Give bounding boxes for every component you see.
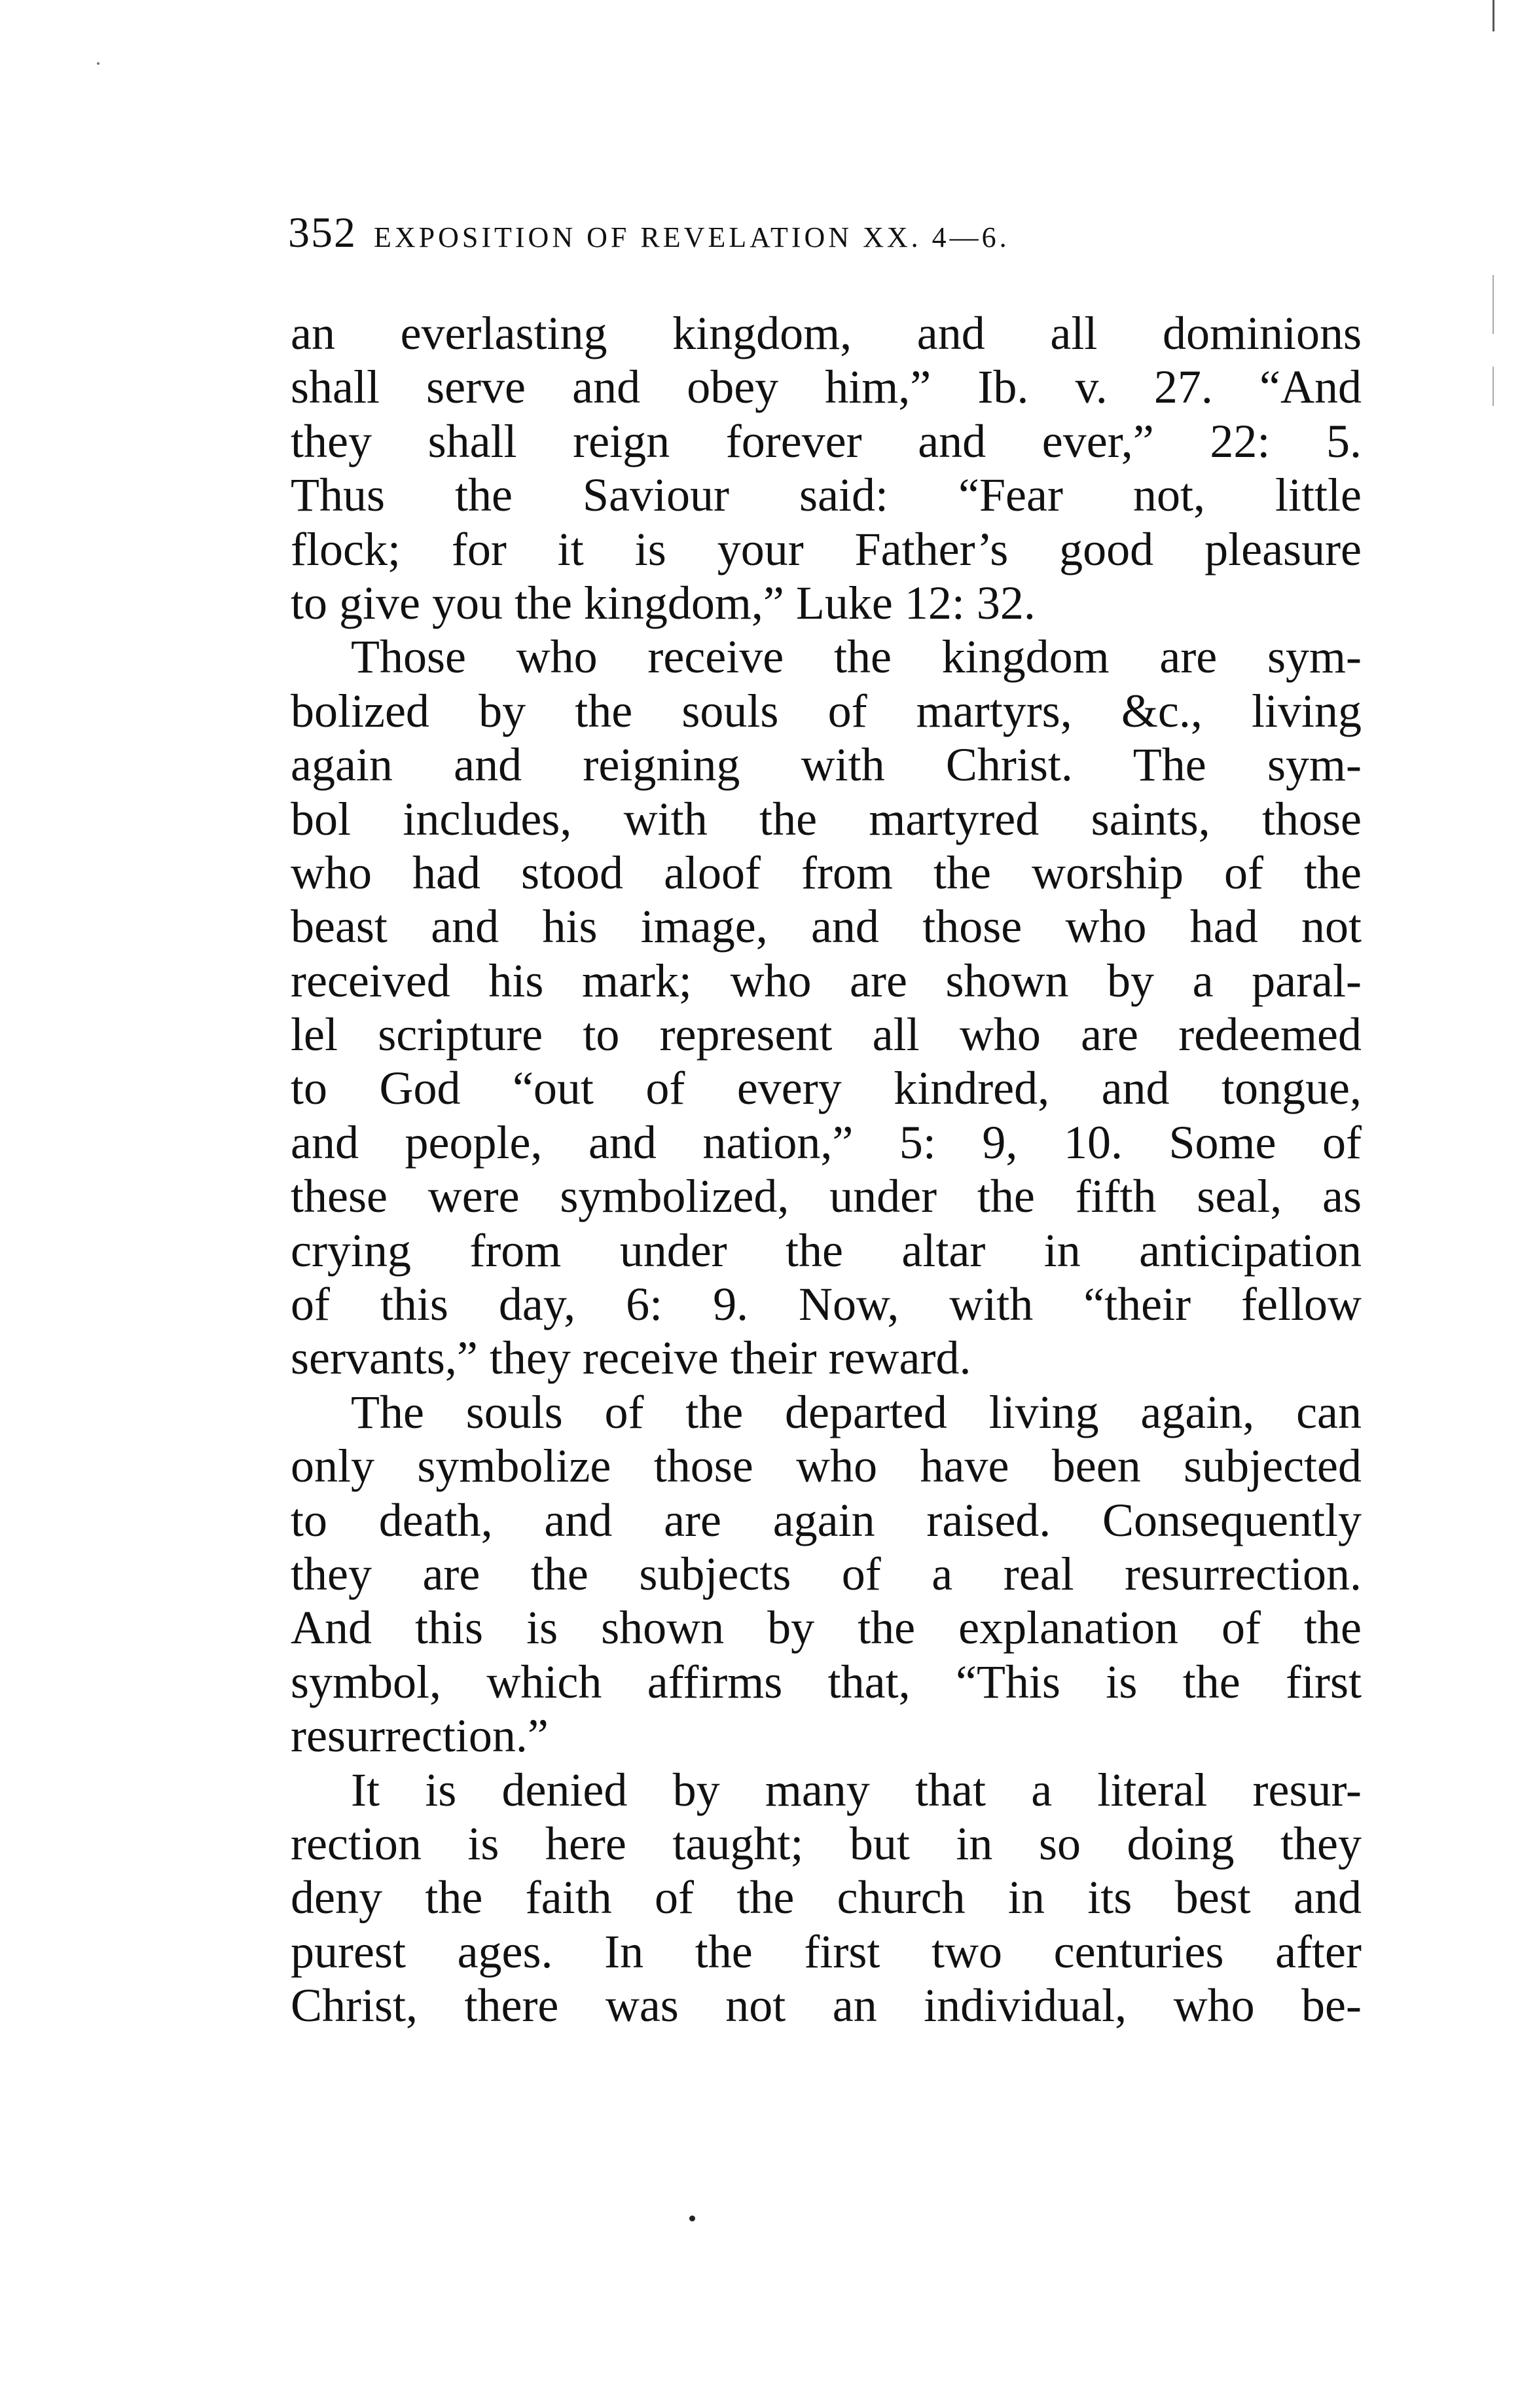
text-line: bol includes, with the martyred saints, those <box>291 792 1362 845</box>
text-line: these were symbolized, under the fifth seal, as <box>291 1170 1362 1223</box>
text-line: they are the subjects of a real resurrection. <box>291 1547 1362 1600</box>
text-line: servants,” they receive their reward. <box>291 1332 971 1385</box>
body-text <box>291 306 1362 2033</box>
text-line: of this day, 6: 9. Now, with “their fellow <box>291 1278 1362 1331</box>
text-line: flock; for it is your Father’s good pleasure <box>291 522 1362 575</box>
text-line: who had stood aloof from the worship of the <box>291 846 1362 899</box>
scan-edge-mark <box>1493 275 1494 334</box>
text-line: Those who receive the kingdom are sym- <box>351 630 1362 684</box>
text-line: only symbolize those who have been subjected <box>291 1440 1362 1493</box>
text-line: lel scripture to represent all who are redeemed <box>291 1008 1362 1061</box>
text-line: to God “out of every kindred, and tongue, <box>291 1062 1362 1115</box>
text-line: Thus the Saviour said: “Fear not, little <box>291 469 1362 522</box>
text-line: rection is here taught; but in so doing they <box>291 1817 1362 1870</box>
page-header <box>288 208 1244 267</box>
running-title: EXPOSITION OF REVELATION XX. 4—6. <box>374 221 1010 253</box>
text-line: to give you the kingdom,” Luke 12: 32. <box>291 576 1036 629</box>
scan-edge-mark <box>1493 0 1494 31</box>
text-line: beast and his image, and those who had not <box>291 900 1362 953</box>
text-line: an everlasting kingdom, and all dominions <box>291 307 1362 359</box>
text-line: deny the faith of the church in its best and <box>291 1871 1362 1924</box>
text-line: they shall reign forever and ever,” 22: 5. <box>291 414 1362 467</box>
text-line: Christ, there was not an individual, who be- <box>291 1979 1362 2032</box>
text-line: And this is shown by the explanation of the <box>291 1601 1362 1654</box>
text-line: It is denied by many that a literal resur- <box>351 1763 1362 1816</box>
text-line: received his mark; who are shown by a paral- <box>291 954 1362 1007</box>
text-line: bolized by the souls of martyrs, &c., living <box>291 684 1362 737</box>
printing-speck-mark <box>689 2216 695 2221</box>
text-line: shall serve and obey him,” Ib. v. 27. “And <box>291 361 1362 414</box>
text-line: The souls of the departed living again, can <box>351 1385 1362 1438</box>
text-line: symbol, which affirms that, “This is the first <box>291 1655 1362 1708</box>
text-line: again and reigning with Christ. The sym- <box>291 739 1362 792</box>
scan-edge-mark <box>1493 367 1494 406</box>
text-line: purest ages. In the first two centuries after <box>291 1925 1362 1978</box>
text-line: crying from under the altar in anticipation <box>291 1224 1362 1277</box>
text-line: resurrection.” <box>291 1709 549 1762</box>
text-line: and people, and nation,” 5: 9, 10. Some of <box>291 1116 1362 1169</box>
printing-speck-mark <box>97 62 100 65</box>
text-line: to death, and are again raised. Consequently <box>291 1493 1362 1546</box>
page-number: 352 <box>288 209 357 257</box>
